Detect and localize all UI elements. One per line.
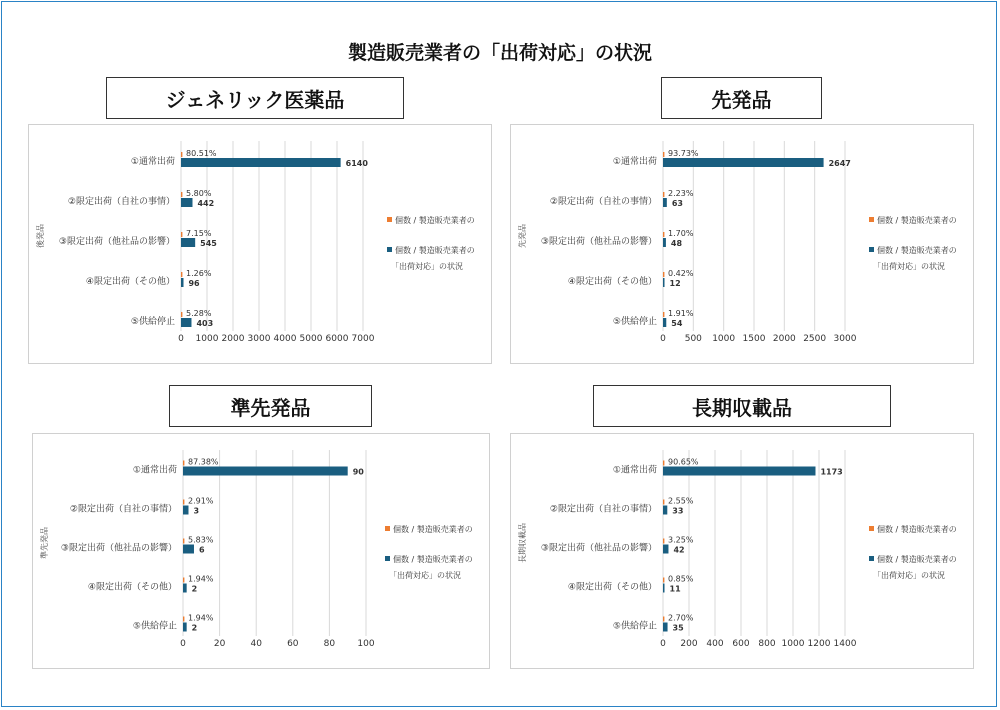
percent-bar: [181, 312, 182, 317]
count-bar: [663, 158, 824, 167]
count-bar: [183, 467, 348, 476]
percent-bar: [663, 312, 664, 317]
count-data-label: 90: [352, 467, 364, 477]
legend-label-count: 個数 / 製造販売業者の: [877, 246, 957, 255]
percent-data-label: 5.80%: [186, 189, 212, 198]
x-tick-label: 2500: [803, 334, 827, 344]
x-tick-label: 60: [287, 639, 299, 649]
x-tick-label: 80: [323, 639, 336, 649]
chart-title-original: 先発品: [661, 77, 822, 119]
percent-bar: [663, 500, 664, 505]
chart-title-long-listed: 長期収載品: [593, 385, 891, 427]
percent-data-label: 90.65%: [668, 457, 699, 467]
x-tick-label: 5000: [299, 334, 323, 344]
percent-data-label: 0.85%: [668, 574, 694, 584]
count-bar: [183, 545, 194, 554]
percent-data-label: 3.25%: [668, 535, 694, 545]
legend-label-percent: 個数 / 製造販売業者の: [395, 216, 475, 225]
percent-data-label: 5.83%: [188, 535, 214, 545]
y-axis-label: 準先発品: [40, 527, 49, 559]
percent-bar: [663, 152, 664, 157]
count-data-label: 403: [196, 319, 214, 328]
count-data-label: 6140: [345, 159, 368, 168]
percent-data-label: 2.23%: [668, 189, 694, 198]
category-label: ⑤供給停止: [130, 317, 175, 327]
category-label: ⑤供給停止: [132, 621, 177, 632]
count-bar: [663, 198, 667, 207]
count-bar: [663, 467, 815, 476]
count-bar: [663, 584, 665, 593]
percent-bar: [663, 272, 664, 277]
legend-swatch-count: [385, 556, 390, 561]
count-bar: [663, 506, 667, 515]
x-tick-label: 800: [758, 639, 776, 649]
count-bar: [663, 623, 668, 632]
x-tick-label: 6000: [325, 334, 349, 344]
chart-svg-generic: [29, 125, 491, 363]
count-data-label: 42: [673, 545, 685, 555]
y-axis-label: 先発品: [518, 224, 527, 248]
y-axis-label: 後発品: [36, 224, 45, 248]
x-tick-label: 1400: [833, 639, 857, 649]
category-label: ①通常出荷: [612, 157, 657, 167]
count-data-label: 48: [670, 239, 683, 248]
x-tick-label: 0: [178, 334, 184, 344]
percent-data-label: 7.15%: [186, 229, 212, 238]
chart-svg-original: [511, 125, 973, 363]
x-tick-label: 2000: [221, 334, 245, 344]
legend-label-percent: 個数 / 製造販売業者の: [877, 216, 957, 225]
chart-title-quasi-original: 準先発品: [169, 385, 372, 427]
percent-bar: [663, 232, 664, 237]
category-label: ④限定出荷（その他）: [87, 582, 177, 593]
x-tick-label: 0: [660, 639, 666, 649]
count-bar: [183, 584, 187, 593]
legend-swatch-percent: [387, 217, 392, 222]
legend-label-count: 個数 / 製造販売業者の: [395, 246, 475, 255]
category-label: ④限定出荷（その他）: [85, 277, 175, 287]
percent-data-label: 0.42%: [668, 269, 694, 278]
percent-bar: [181, 152, 182, 157]
percent-bar: [183, 500, 184, 505]
legend-swatch-percent: [869, 526, 874, 531]
percent-bar: [183, 461, 184, 466]
percent-data-label: 1.26%: [186, 269, 212, 278]
percent-bar: [181, 232, 182, 237]
x-tick-label: 3000: [833, 334, 857, 344]
legend-swatch-count: [869, 556, 874, 561]
chart-title-generic: ジェネリック医薬品: [106, 77, 404, 119]
category-label: ①通常出荷: [130, 157, 175, 167]
category-label: ③限定出荷（他社品の影響）: [540, 543, 657, 554]
count-data-label: 54: [671, 319, 683, 328]
legend-label-count: 個数 / 製造販売業者の: [393, 555, 473, 564]
x-tick-label: 20: [213, 639, 226, 649]
percent-data-label: 80.51%: [186, 149, 217, 158]
category-label: ④限定出荷（その他）: [567, 582, 657, 593]
chart-panel-original: [510, 124, 974, 364]
category-label: ③限定出荷（他社品の影響）: [540, 237, 657, 247]
percent-bar: [183, 578, 184, 583]
count-bar: [183, 623, 187, 632]
count-bar: [181, 278, 183, 287]
count-data-label: 545: [200, 239, 217, 248]
chart-svg-quasi-original: [33, 434, 489, 668]
percent-bar: [663, 617, 664, 622]
x-tick-label: 7000: [351, 334, 375, 344]
x-tick-label: 400: [706, 639, 724, 649]
count-data-label: 6: [198, 545, 205, 555]
legend-label-percent: 個数 / 製造販売業者の: [393, 525, 473, 534]
legend-swatch-count: [387, 247, 392, 252]
x-tick-label: 1000: [195, 334, 219, 344]
legend-label-count-line2: 「出荷対応」の状況: [873, 571, 945, 580]
count-data-label: 11: [669, 584, 681, 594]
category-label: ①通常出荷: [612, 465, 657, 476]
count-bar: [181, 198, 192, 207]
category-label: ①通常出荷: [132, 465, 177, 476]
x-tick-label: 200: [680, 639, 698, 649]
x-tick-label: 0: [180, 639, 186, 649]
percent-data-label: 1.94%: [188, 613, 214, 623]
count-data-label: 63: [671, 199, 683, 208]
percent-data-label: 2.91%: [188, 496, 214, 506]
count-data-label: 442: [197, 199, 215, 208]
percent-bar: [181, 192, 182, 197]
percent-data-label: 1.70%: [668, 229, 694, 238]
x-tick-label: 0: [660, 334, 666, 344]
count-data-label: 33: [672, 506, 684, 516]
count-bar: [181, 238, 195, 247]
count-data-label: 12: [669, 279, 681, 288]
chart-panel-long-listed: [510, 433, 974, 669]
percent-data-label: 2.55%: [668, 496, 694, 506]
percent-data-label: 93.73%: [668, 149, 699, 158]
percent-bar: [663, 461, 664, 466]
legend-swatch-percent: [869, 217, 874, 222]
chart-panel-generic: [28, 124, 492, 364]
x-tick-label: 4000: [273, 334, 297, 344]
category-label: ②限定出荷（自社の事情）: [69, 504, 177, 515]
legend-swatch-count: [869, 247, 874, 252]
category-label: ⑤供給停止: [612, 621, 657, 632]
count-bar: [183, 506, 188, 515]
count-data-label: 1173: [820, 467, 843, 477]
x-tick-label: 1500: [742, 334, 766, 344]
count-data-label: 3: [193, 506, 200, 516]
category-label: ②限定出荷（自社の事情）: [549, 197, 657, 207]
percent-data-label: 87.38%: [188, 457, 219, 467]
category-label: ④限定出荷（その他）: [567, 277, 657, 287]
count-data-label: 2: [191, 623, 198, 633]
count-bar: [181, 158, 341, 167]
legend-label-count: 個数 / 製造販売業者の: [877, 555, 957, 564]
count-data-label: 2647: [828, 159, 851, 168]
x-tick-label: 100: [357, 639, 375, 649]
x-tick-label: 500: [684, 334, 702, 344]
count-data-label: 35: [672, 623, 684, 633]
legend-label-percent: 個数 / 製造販売業者の: [877, 525, 957, 534]
page-title: 製造販売業者の「出荷対応」の状況: [347, 42, 652, 64]
percent-data-label: 2.70%: [668, 613, 694, 623]
legend-label-count-line2: 「出荷対応」の状況: [873, 262, 945, 271]
x-tick-label: 3000: [247, 334, 271, 344]
category-label: ③限定出荷（他社品の影響）: [58, 237, 175, 247]
count-bar: [663, 238, 666, 247]
percent-data-label: 1.91%: [668, 309, 694, 318]
count-bar: [181, 318, 191, 327]
count-bar: [663, 545, 668, 554]
legend-label-count-line2: 「出荷対応」の状況: [391, 262, 463, 271]
percent-data-label: 1.94%: [188, 574, 214, 584]
chart-svg-long-listed: [511, 434, 973, 668]
x-tick-label: 1000: [781, 639, 805, 649]
percent-bar: [663, 539, 664, 544]
percent-bar: [183, 617, 184, 622]
x-tick-label: 600: [732, 639, 750, 649]
percent-data-label: 5.28%: [186, 309, 212, 318]
category-label: ②限定出荷（自社の事情）: [549, 504, 657, 515]
percent-bar: [663, 192, 664, 197]
legend-swatch-percent: [385, 526, 390, 531]
category-label: ⑤供給停止: [612, 317, 657, 327]
legend-label-count-line2: 「出荷対応」の状況: [389, 571, 461, 580]
x-tick-label: 1000: [712, 334, 736, 344]
x-tick-label: 40: [250, 639, 262, 649]
x-tick-label: 1200: [807, 639, 831, 649]
count-data-label: 96: [188, 279, 200, 288]
count-bar: [663, 278, 665, 287]
x-tick-label: 2000: [772, 334, 796, 344]
category-label: ②限定出荷（自社の事情）: [67, 197, 175, 207]
percent-bar: [663, 578, 664, 583]
percent-bar: [181, 272, 182, 277]
count-data-label: 2: [191, 584, 198, 594]
category-label: ③限定出荷（他社品の影響）: [60, 543, 177, 554]
chart-panel-quasi-original: [32, 433, 490, 669]
y-axis-label: 長期収載品: [518, 523, 527, 563]
percent-bar: [183, 539, 184, 544]
count-bar: [663, 318, 666, 327]
